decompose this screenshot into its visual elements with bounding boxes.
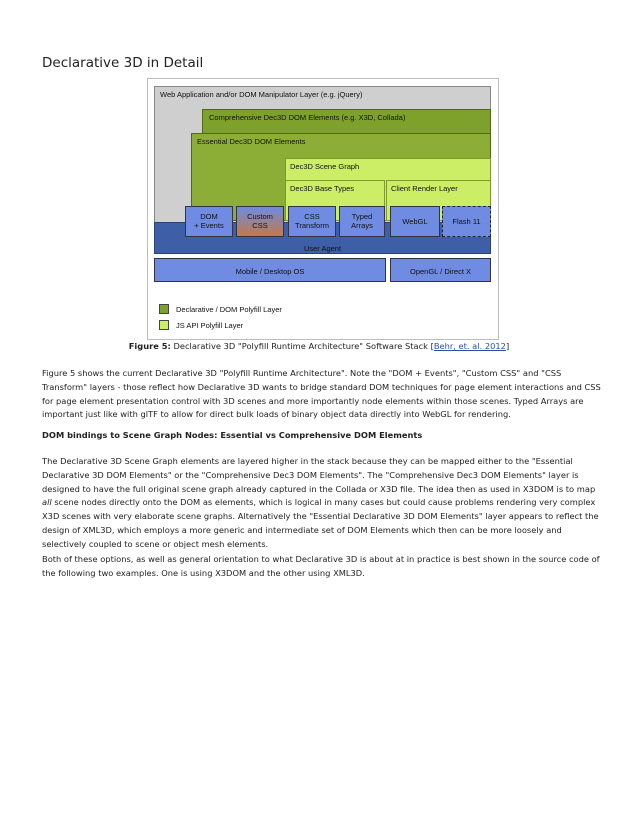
caption-end: ]: [505, 341, 510, 351]
figure-caption: [0, 341, 638, 351]
flash-box: Flash 11: [442, 206, 491, 237]
legend-swatch-dom-polyfill: [159, 304, 169, 314]
caption-text: Declarative 3D "Polyfill Runtime Architecture" Software Stack [: [170, 341, 434, 351]
legend-swatch-js-polyfill: [159, 320, 169, 330]
citation-link[interactable]: Behr, et. al. 2012: [433, 341, 506, 351]
typed-arrays-box: Typed Arrays: [339, 206, 385, 237]
webgl-box: WebGL: [390, 206, 440, 237]
mobile-desktop-os-box: Mobile / Desktop OS: [154, 258, 386, 282]
caption-label: Figure 5:: [128, 341, 171, 351]
legend-label-js-polyfill: JS API Polyfill Layer: [176, 321, 244, 330]
comprehensive-dom-layer: Comprehensive Dec3D DOM Elements (e.g. X3D, Collada): [202, 109, 491, 221]
base-types-layer: Dec3D Base Types: [285, 180, 385, 221]
paragraph-2: The Declarative 3D Scene Graph elements are layered higher in the stack because they can be mapped either to the "Essential Declarative 3D DOM Elements" or the "Comprehensive Dec3 DOM Elements". The "Comprehensive Dec3 DOM Elements" layer is designed to have the full original scene graph already captured in the Collada or X3D file. The idea then as used in X3DOM is to map all scene nodes directly onto the DOM as elements, which is logical in many cases but could cause problems rendering very complex X3D scenes with very elaborate scene graphs. Alternatively the "Essential Declarative 3D DOM Elements" layer appears to reflect the design of XML3D, which employs a more generic and intermediate set of DOM Elements which then can be more loosely and selectively coupled to scene or object mesh elements.: [42, 456, 599, 549]
paragraph-1: Figure 5 shows the current Declarative 3D "Polyfill Runtime Architecture". Note the "DOM + Events", "Custom CSS" and "CSS Transform" layers - those reflect how Declarative 3D wants to bridge standard DOM techniques for page element interactions and CSS for page element presentation control with 3D scenes and more importantly node elements within those scenes. Typed Arrays are important just like with glTF to allow for direct bulk loads of binary object data directly into WebGL for rendering.: [42, 368, 601, 420]
css-transform-box: CSS Transform: [288, 206, 336, 237]
architecture-figure: [147, 78, 499, 340]
paragraph-3: Both of these options, as well as general orientation to what Declarative 3D is about at in practice is best shown in the source code of the following two examples. One is using X3DOM and the other using XML3D.: [42, 554, 600, 578]
client-render-layer: Client Render Layer: [386, 180, 491, 221]
user-agent-layer: User Agent: [154, 222, 491, 254]
scene-graph-layer: Dec3D Scene Graph: [285, 158, 491, 221]
legend-label-dom-polyfill: Declarative / DOM Polyfill Layer: [176, 305, 282, 314]
essential-dom-layer: Essential Dec3D DOM Elements: [191, 133, 491, 221]
opengl-box: OpenGL / Direct X: [390, 258, 491, 282]
page-title: Declarative 3D in Detail: [42, 55, 204, 71]
emphasis-all: all: [42, 497, 52, 508]
web-application-layer: Web Application and/or DOM Manipulator Layer (e.g. jQuery): [154, 86, 491, 246]
section-heading: DOM bindings to Scene Graph Nodes: Essential vs Comprehensive DOM Elements: [42, 430, 423, 440]
dom-events-box: DOM + Events: [185, 206, 233, 237]
custom-css-box: Custom CSS: [236, 206, 284, 237]
